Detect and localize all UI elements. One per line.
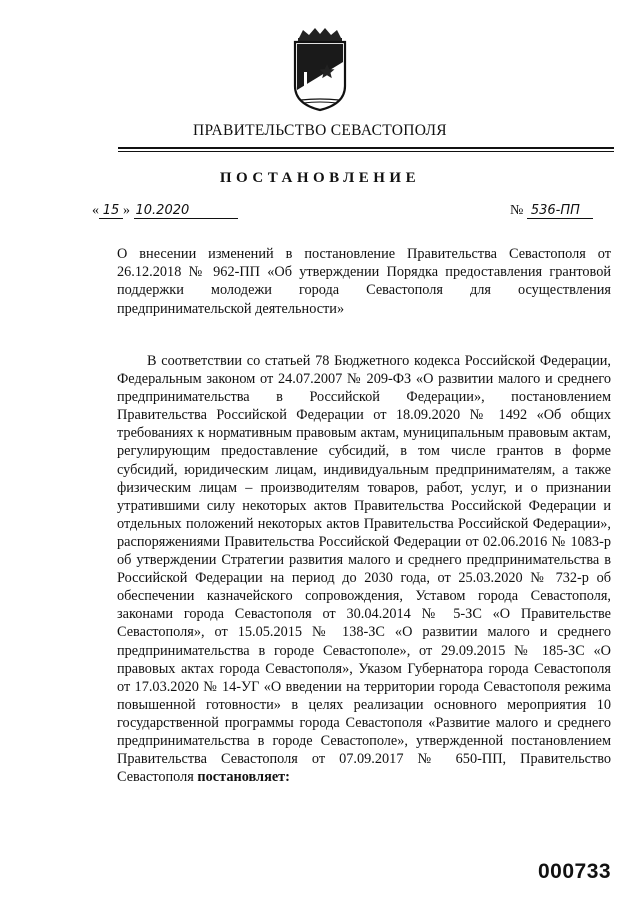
document-body — [117, 352, 611, 786]
organization-name: ПРАВИТЕЛЬСТВО СЕВАСТОПОЛЯ — [193, 122, 447, 139]
date-open-quote: « — [92, 203, 99, 218]
document-date — [92, 203, 238, 219]
document-subject: О внесении изменений в постановление Правительства Севастополя от 26.12.2018 № 962-ПП «Об утверждении Порядка предоставления грантовой поддержки молодежи города Севастополя для осуществления предпринимательской деятельности» — [117, 246, 611, 317]
document-number — [510, 203, 593, 219]
date-close-quote: » — [123, 203, 130, 218]
header-rule-thick — [118, 147, 614, 149]
body-text: В соответствии со статьей 78 Бюджетного кодекса Российской Федерации, Федеральным законом от 24.07.2007 № 209-ФЗ «О развитии малого и среднего предпринимательства в Российской Федерации», постановлением Правительства Российской Федерации от 18.09.2020 № 1492 «Об общих требованиях к нормативным правовым актам, муниципальным правовым актам, регулирующим предоставление субсидий, в том числе грантов в форме субсидий, юридическим лицам, индивидуальным предпринимателям, а также физическим лицам – производителям товаров, работ, услуг, и о признании утратившими силу некоторых актов Правительства Российской Федерации и отдельных положений некоторых актов Правительства Российской Федерации», распоряжениями Правительства Российской Федерации от 02.06.2016 № 1083-р об утверждении Стратегии развития малого и среднего предпринимательства в Российской Федерации на период до 2030 года, от 25.03.2020 № 732-р об обеспечении казначейского сопровождения, Уставом города Севастополя, законами города Севастополя от 30.04.2014 № 5-ЗС «О Правительстве Севастополя», от 15.05.2015 № 138-ЗС «О развитии малого и среднего предпринимательства в городе Севастополе», от 29.09.2015 № 185-ЗС «О правовых актах города Севастополя», Указом Губернатора города Севастополя от 17.03.2020 № 14-УГ «О введении на территории города Севастополя режима повышенной готовности» в целях реализации основного мероприятия 10 государственной программы города Севастополя «Развитие малого и среднего предпринимательства в городе Севастополе», утвержденной постановлением Правительства Севастополя от 07.09.2017 № 650-ПП, Правительство Севастополя — [117, 353, 611, 786]
date-day: 15 — [99, 203, 123, 219]
number-sign: № — [510, 203, 524, 218]
number-value: 536-ПП — [527, 203, 593, 219]
document-type-title: ПОСТАНОВЛЕНИЕ — [219, 170, 421, 186]
body-closing: постановляет: — [197, 769, 290, 786]
serial-number: 000733 — [538, 860, 612, 883]
date-month-year: 10.2020 — [134, 203, 238, 219]
header-rule-thin — [118, 151, 614, 152]
